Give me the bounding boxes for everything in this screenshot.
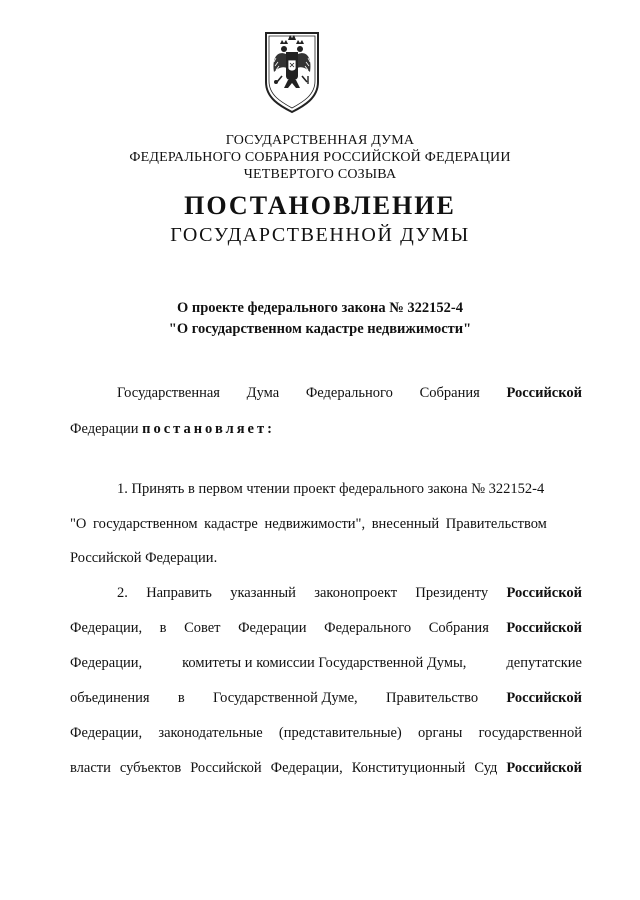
item-2-word: (представительные) xyxy=(278,725,402,741)
item-2-word: Федерации, xyxy=(70,655,143,671)
preamble-line-2 xyxy=(70,419,582,439)
item-2-word: власти xyxy=(70,760,111,776)
item-1-line-2 xyxy=(70,514,582,534)
item-2-word: Федерации xyxy=(238,620,307,636)
item-1-line-2-text: "О государственном кадастре недвижимости", внесенный Правительством xyxy=(70,516,547,532)
item-2-word: 2. xyxy=(117,585,128,601)
item-2-line-6 xyxy=(70,758,582,778)
item-2-word: Государственной Думе, xyxy=(212,690,358,706)
item-2-word: Совет xyxy=(184,620,221,636)
item-2-word: Федерации, xyxy=(270,760,343,776)
document-type-title: ПОСТАНОВЛЕНИЕ xyxy=(184,191,456,220)
preamble-word: Федерального xyxy=(305,385,393,401)
item-2-word: Президенту xyxy=(415,585,489,601)
item-2-word: в xyxy=(177,690,185,706)
item-1-line-1: 1. Принять в первом чтении проект федерального закона № 322152-4 xyxy=(117,481,545,497)
preamble-word: Российской xyxy=(506,385,582,401)
item-2-word: комитеты и комиссии Государственной Думы, xyxy=(182,655,467,671)
item-2-word: законопроект xyxy=(314,585,398,601)
item-2-word: органы xyxy=(418,725,463,741)
item-2-line-2 xyxy=(70,618,582,638)
item-2-word: Федерации, xyxy=(70,725,143,741)
header-line-3: ЧЕТВЕРТОГО СОЗЫВА xyxy=(243,167,397,182)
item-2-word: Федерации, xyxy=(70,620,143,636)
item-2-word: Российской xyxy=(190,760,262,776)
item-2-word: законодательные xyxy=(158,725,263,741)
item-2-word: в xyxy=(159,620,167,636)
item-2-word: объединения xyxy=(70,690,150,706)
item-2-word: указанный xyxy=(230,585,296,601)
header-line-2: ФЕДЕРАЛЬНОГО СОБРАНИЯ РОССИЙСКОЙ ФЕДЕРАЦИИ xyxy=(129,150,511,165)
preamble-word: Государственная xyxy=(117,385,220,401)
item-2-word: государственной xyxy=(478,725,582,741)
item-2-word: Российской xyxy=(506,760,582,776)
document-issuer-title: ГОСУДАРСТВЕННОЙ ДУМЫ xyxy=(170,224,470,246)
item-2-word: Правительство xyxy=(385,690,479,706)
item-1-line-3: Российской Федерации. xyxy=(70,550,218,566)
item-2-word: Конституционный xyxy=(351,760,466,776)
subject-line-1: О проекте федерального закона № 322152-4 xyxy=(176,300,464,316)
preamble-word: Дума xyxy=(246,385,280,401)
preamble-line-1 xyxy=(70,383,582,403)
issuer-header xyxy=(0,132,640,183)
item-2-line-3 xyxy=(70,653,582,673)
resolves-keyword: постановляет: xyxy=(142,421,275,437)
item-2-word: Российской xyxy=(506,620,582,636)
preamble-word: Собрания xyxy=(419,385,480,401)
item-2-word: Суд xyxy=(474,760,498,776)
subject-line-2: "О государственном кадастре недвижимости" xyxy=(168,321,472,337)
item-2-word: Российской xyxy=(506,690,582,706)
coat-of-arms-emblem xyxy=(262,30,322,114)
item-2-line-4 xyxy=(70,688,582,708)
item-2-word: субъектов xyxy=(119,760,182,776)
preamble-prefix: Федерации xyxy=(70,421,143,437)
item-2-word: Собрания xyxy=(428,620,489,636)
item-2-word: Российской xyxy=(506,585,582,601)
item-2-line-1 xyxy=(70,583,582,603)
document-subject xyxy=(0,298,640,340)
item-2-word: депутатские xyxy=(506,655,582,671)
item-2-word: Направить xyxy=(146,585,212,601)
item-2-line-5 xyxy=(70,723,582,743)
header-line-1: ГОСУДАРСТВЕННАЯ ДУМА xyxy=(225,133,415,148)
item-2-word: Федерального xyxy=(324,620,412,636)
